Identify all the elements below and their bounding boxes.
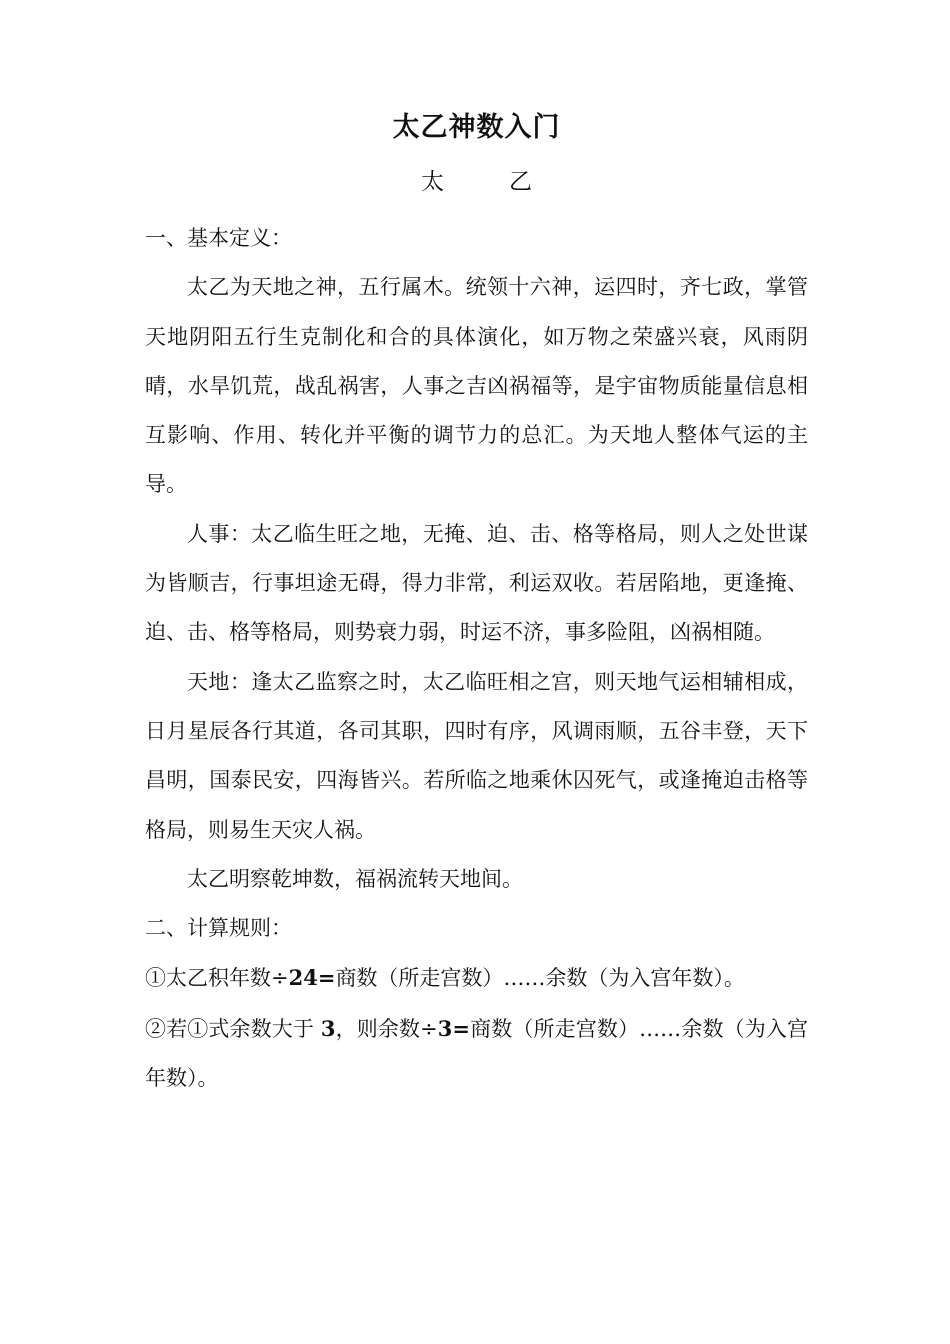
document-title: 太乙神数入门 [392, 112, 561, 143]
rule-2-prefix: ②若①式余数大于 [145, 1016, 321, 1041]
rule-1-prefix: ①太乙积年数÷ [145, 966, 289, 991]
section-heading-calculation-rules: 二、计算规则： [145, 916, 292, 941]
rule-2-suffix: 商数（所走宫数）……余数（为入宫年数）。 [145, 1016, 808, 1091]
rule-2-number-1: 3 [320, 1015, 336, 1041]
rule-1 [145, 953, 808, 1003]
rule-1-suffix: 商数（所走宫数）……余数（为入宫年数）。 [335, 966, 745, 991]
document-page [145, 108, 808, 1103]
document-subtitle [145, 162, 808, 202]
paragraph-verse: 太乙明察乾坤数，福祸流转天地间。 [187, 866, 523, 891]
section-heading-basic-definition: 一、基本定义： [145, 226, 292, 250]
rule-1-number: 24= [288, 965, 336, 991]
paragraph-definition: 太乙为天地之神，五行属木。统领十六神，运四时，齐七政，掌管天地阴阳五行生克制化和合的具体演化，如万物之荣盛兴衰，风雨阴晴，水旱饥荒，战乱祸害，人事之吉凶祸福等，是宇宙物质能量信息相互影响、作用、转化并平衡的调节力的总汇。为天地人整体气运的主导。 [145, 275, 808, 497]
rule-2-number-2: 3= [437, 1015, 470, 1041]
rule-2 [145, 1004, 808, 1104]
paragraph-heaven-earth: 天地：逢太乙监察之时，太乙临旺相之宫，则天地气运相辅相成，日月星辰各行其道，各司其职，四时有序，风调雨顺，五谷丰登，天下昌明，国泰民安，四海皆兴。若所临之地乘休囚死气，或逢掩迫击格等格局，则易生天灾人祸。 [145, 669, 808, 842]
paragraph-human-affairs: 人事：太乙临生旺之地，无掩、迫、击、格等格局，则人之处世谋为皆顺吉，行事坦途无碍，得力非常，利运双收。若居陷地，更逢掩、迫、击、格等格局，则势衰力弱，时运不济，事多险阻，凶祸相随。 [145, 521, 808, 645]
rule-2-middle: ，则余数÷ [335, 1016, 438, 1041]
subtitle-part-1: 太 [421, 169, 444, 195]
subtitle-part-2: 乙 [509, 169, 532, 195]
